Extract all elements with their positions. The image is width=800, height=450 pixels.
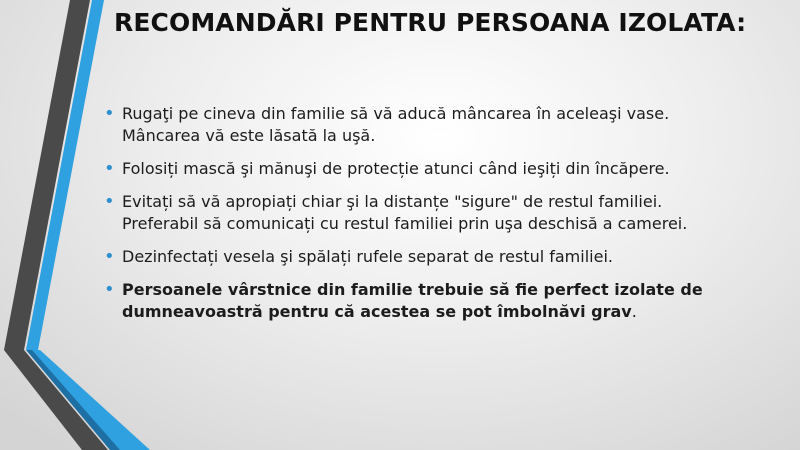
slide-title: RECOMANDĂRI PENTRU PERSOANA IZOLATA: [114, 8, 747, 37]
bullet-dot-icon: • [104, 279, 115, 300]
bullet-dot-icon: • [104, 103, 115, 124]
bullet-line: Rugaţi pe cineva din familie să vă aducă mâncarea în aceleaşi vase. [122, 104, 670, 123]
bullet-dot-icon: • [104, 246, 115, 267]
bullet-dot-icon: • [104, 191, 115, 212]
bullet-line-bold: Persoanele vârstnice din familie trebuie să fie perfect izolate de [122, 280, 703, 299]
bullet-item-emphasis [104, 279, 764, 323]
bullet-line-bold: dumneavoastră pentru că acestea se pot îmbolnăvi grav [122, 302, 632, 321]
bullet-line: Preferabil să comunicați cu restul familiei prin uşa deschisă a camerei. [122, 214, 688, 233]
bullet-item [104, 246, 764, 268]
bullet-list [104, 103, 764, 334]
bullet-item [104, 158, 764, 180]
bullet-line: Dezinfectați vesela şi spălați rufele separat de restul familiei. [122, 247, 613, 266]
bullet-line: Folosiți mască şi mănuşi de protecție atunci când ieşiți din încăpere. [122, 159, 670, 178]
bullet-line: Mâncarea vă este lăsată la uşă. [122, 126, 376, 145]
bullet-line: Evitați să vă apropiați chiar şi la distanțe "sigure" de restul familiei. [122, 192, 663, 211]
bullet-dot-icon: • [104, 158, 115, 179]
bullet-item [104, 191, 764, 235]
bullet-line-tail: . [631, 302, 637, 321]
bullet-item [104, 103, 764, 147]
